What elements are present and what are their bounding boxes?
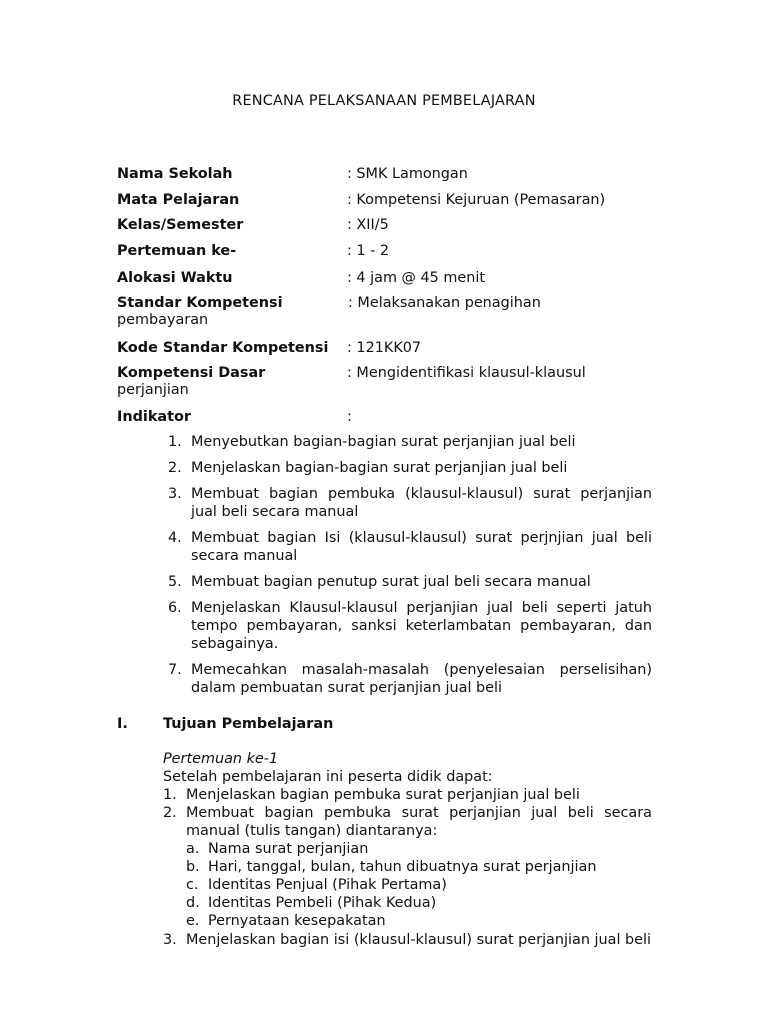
subgoal-text: Pernyataan kesepakatan xyxy=(208,913,386,929)
goal-text: Membuat bagian pembuka surat perjanjian jual beli secara manual (tulis tangan) diantaranya: xyxy=(186,805,652,839)
meta-label: Mata Pelajaran xyxy=(117,192,240,208)
subgoal-letter: e. xyxy=(186,913,200,929)
indicator-text: Menjelaskan Klausul-klausul perjanjian jual beli seperti jatuh tempo pembayaran, sanksi keterlambatan pembayaran, dan sebagainya. xyxy=(191,600,652,652)
subgoal-letter: b. xyxy=(186,859,200,875)
meta-value: : XII/5 xyxy=(347,217,389,233)
document-title: RENCANA PELAKSANAAN PEMBELAJARAN xyxy=(232,93,536,109)
indicator-number: 5. xyxy=(168,574,182,590)
meta-label: Alokasi Waktu xyxy=(117,270,233,286)
meta-value: : 4 jam @ 45 menit xyxy=(347,270,486,286)
meta-value: : xyxy=(347,409,352,425)
indicator-number: 3. xyxy=(168,486,182,502)
subgoal-text: Hari, tanggal, bulan, tahun dibuatnya surat perjanjian xyxy=(208,859,597,875)
goal-number: 3. xyxy=(163,932,177,948)
subgoal-text: Identitas Pembeli (Pihak Kedua) xyxy=(208,895,437,911)
meta-value: : 1 - 2 xyxy=(347,243,390,259)
indicator-number: 6. xyxy=(168,600,182,616)
section-title: Tujuan Pembelajaran xyxy=(163,716,334,732)
intro-text: Setelah pembelajaran ini peserta didik dapat: xyxy=(163,769,493,785)
indicator-text: Menyebutkan bagian-bagian surat perjanjian jual beli xyxy=(191,434,576,450)
subgoal-letter: d. xyxy=(186,895,200,911)
meta-label: Pertemuan ke- xyxy=(117,243,237,259)
meta-label: Nama Sekolah xyxy=(117,166,233,182)
subgoal-letter: a. xyxy=(186,841,200,857)
subgoal-letter: c. xyxy=(186,877,199,893)
indicator-text: Menjelaskan bagian-bagian surat perjanjian jual beli xyxy=(191,460,568,476)
meta-label: Kode Standar Kompetensi xyxy=(117,340,329,356)
meta-label: Indikator xyxy=(117,409,191,425)
meta-value: : SMK Lamongan xyxy=(347,166,468,182)
subgoal-text: Nama surat perjanjian xyxy=(208,841,369,857)
meta-value: : Kompetensi Kejuruan (Pemasaran) xyxy=(347,192,606,208)
indicator-text: Membuat bagian penutup surat jual beli secara manual xyxy=(191,574,591,590)
indicator-text: Memecahkan masalah-masalah (penyelesaian perselisihan) dalam pembuatan surat perjanjian jual beli xyxy=(191,662,652,696)
indicator-number: 1. xyxy=(168,434,182,450)
section-number: I. xyxy=(117,716,128,732)
indicator-number: 2. xyxy=(168,460,182,476)
meta-value: : Mengidentifikasi klausul-klausul xyxy=(347,365,586,381)
indicator-number: 7. xyxy=(168,662,182,678)
goal-text: Menjelaskan bagian pembuka surat perjanjian jual beli xyxy=(186,787,580,803)
meta-value-continuation: perjanjian xyxy=(117,382,189,398)
subgoal-text: Identitas Penjual (Pihak Pertama) xyxy=(208,877,447,893)
meeting-heading: Pertemuan ke-1 xyxy=(163,751,279,767)
goal-text: Menjelaskan bagian isi (klausul-klausul) surat perjanjian jual beli xyxy=(186,932,652,948)
indicator-text: Membuat bagian pembuka (klausul-klausul) surat perjanjian jual beli secara manual xyxy=(191,486,652,520)
goal-number: 1. xyxy=(163,787,177,803)
meta-value-continuation: pembayaran xyxy=(117,312,209,328)
goal-number: 2. xyxy=(163,805,177,821)
meta-label: Standar Kompetensi xyxy=(117,295,283,311)
meta-value: : Melaksanakan penagihan xyxy=(348,295,541,311)
meta-value: : 121KK07 xyxy=(347,340,422,356)
indicator-text: Membuat bagian Isi (klausul-klausul) surat perjnjian jual beli secara manual xyxy=(191,530,652,564)
indicator-number: 4. xyxy=(168,530,182,546)
meta-label: Kelas/Semester xyxy=(117,217,244,233)
meta-label: Kompetensi Dasar xyxy=(117,365,266,381)
